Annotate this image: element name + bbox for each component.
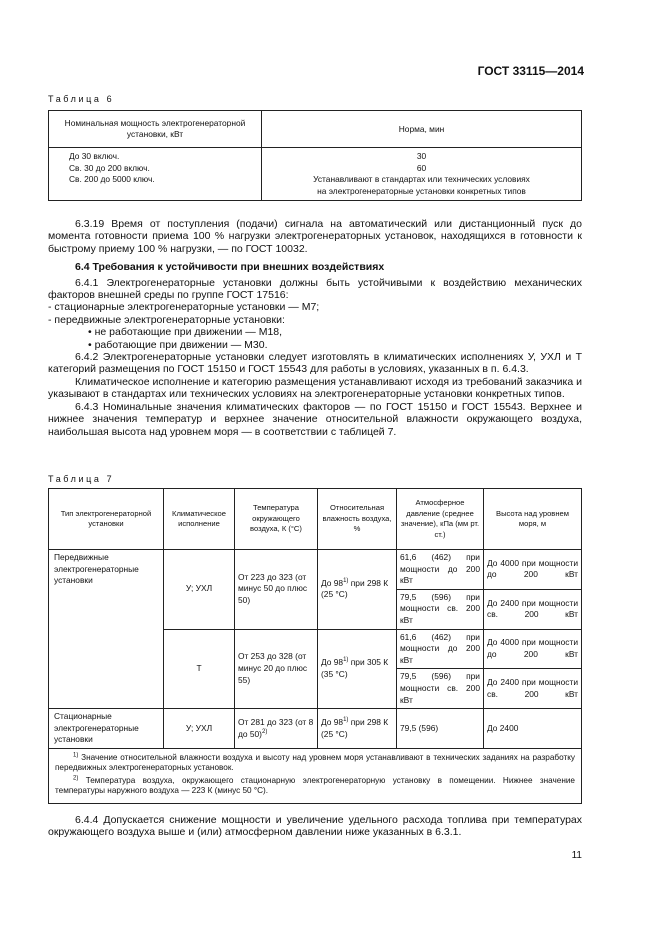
table7-col-pressure: Атмосферное давление (среднее значение), кПа (мм рт. ст.) [397,489,484,550]
table6 [48,110,582,201]
document-code: ГОСТ 33115—2014 [477,64,584,78]
table7-col-temp: Температура окружающего воздуха, К (°С) [235,489,318,550]
table7-climate-u: У; УХЛ [164,550,235,630]
table7-altitude-5: До 2400 [484,709,582,749]
body-text-block-2 [48,814,582,839]
table6-norm-cell [262,148,582,201]
table7-type-stationary: Стационарные электрогенераторные установки [49,709,164,749]
table6-norm-2: 60 [416,162,427,173]
section-title-6-4: 6.4 Требования к устойчивости при внешних воздействиях [75,261,385,274]
table7-pressure-1: 61,6 (462) при мощности до 200 кВт [397,550,484,590]
table7-type-mobile: Передвижные электрогенераторные установки [49,550,164,709]
table7-col-type: Тип электрогенераторной установки [49,489,164,550]
table6-power-3: Св. 200 до 5000 ключ. [69,174,155,184]
footnote-mark: 2) [73,774,79,781]
humidity-value: До 98 [321,657,344,668]
table-row [49,709,582,749]
paragraph-6-3-19: 6.3.19 Время от поступления (подачи) сигнала на автоматический или дистанционный пуск до момента готовности приема 100 % нагрузки электрогенераторных установок, находящихся в готовности к быстрому приему 100 % нагрузки, — по ГОСТ 10032. [48,218,582,255]
table7-altitude-2: До 2400 при мощности св. 200 кВт [484,589,582,629]
footnote-text: Значение относительной влажности воздуха и высоту над уровнем моря устанавливают в технических заданиях на разработку передвижных электрогенераторных установок. [55,752,575,773]
table6-norm-3: Устанавливают в стандартах или технических условиях на электрогенераторные установки конкретных типов [313,174,530,196]
footnote-mark: 1) [73,752,79,759]
footnote-ref: 1) [343,717,349,724]
footnote-ref: 2) [261,728,268,735]
table7-climate-t: Т [164,629,235,709]
table7 [48,488,582,804]
table7-altitude-3: До 4000 при мощности до 200 кВт [484,629,582,669]
table-row [49,148,582,201]
humidity-condition: при 298 К (25 °С) [321,716,389,739]
table6-col-power: Номинальная мощность электрогенераторной установки, кВт [49,111,262,148]
table7-col-altitude: Высота над уровнем моря, м [484,489,582,550]
table7-temp-u: От 223 до 323 (от минус 50 до плюс 50) [235,550,318,630]
table6-power-2: Св. 30 до 200 включ. [69,162,150,173]
humidity-condition: при 305 К (35 °С) [321,657,389,679]
table6-label: Таблица 6 [48,94,115,104]
page-number: 11 [571,850,582,861]
table6-norm-1: 30 [416,151,427,161]
list-item: - передвижные электрогенераторные установки: [48,313,285,326]
table7-humidity-t [318,629,397,709]
table7-col-humidity: Относительная влажность воздуха, % [318,489,397,550]
footnote-text: Температура воздуха, окружающего стационарную электрогенераторную установку в помещении. Нижнее значение температуры наружного воздуха — 223 К (минус 50 °С). [55,775,575,796]
table7-pressure-2: 79,5 (596) при мощности св. 200 кВт [397,589,484,629]
table7-pressure-3: 61,6 (462) при мощности до 200 кВт [397,629,484,669]
list-item: • не работающие при движении — М18, [88,326,283,339]
table7-header-row [49,489,582,550]
paragraph-6-4-1: 6.4.1 Электрогенераторные установки должны быть устойчивыми к воздействию механических факторов внешней среды по группе ГОСТ 17516: [48,276,582,302]
table-row [49,550,582,590]
body-text-block-1 [48,218,582,438]
footnote-1 [55,753,575,774]
table6-header-row [49,111,582,148]
footnote-2 [55,776,575,797]
paragraph-6-4-2-b: Климатическое исполнение и категорию размещения устанавливают исходя из требований заказчика и указывают в стандартах или технических условиях на электрогенераторные установки конкретных типов. [48,375,582,401]
table7-footnotes [49,748,582,803]
footnote-ref: 1) [343,657,349,664]
table6-power-cell [49,148,262,201]
humidity-value: До 98 [321,577,344,588]
table6-col-norm: Норма, мин [262,111,582,148]
paragraph-6-4-4: 6.4.4 Допускается снижение мощности и увеличение удельного расхода топлива при температурах окружающего воздуха выше и (или) атмосферном давлении ниже указанных в 6.3.1. [48,814,582,839]
footnote-ref: 1) [343,577,349,584]
temperature-value: От 281 до 323 (от 8 до 50) [238,716,314,739]
table7-pressure-4: 79,5 (596) при мощности св. 200 кВт [397,669,484,709]
table7-humidity-u [318,550,397,630]
paragraph-6-4-2: 6.4.2 Электрогенераторные установки следует изготовлять в климатических исполнениях У, УХЛ и Т категорий размещения по ГОСТ 15150 и ГОСТ 15543 для работы в условиях, указанных в п. 6.4.3. [48,351,582,376]
table7-temp-t: От 253 до 328 (от минус 20 до плюс 55) [235,629,318,709]
table7-temp-s [235,709,318,749]
humidity-value: До 98 [321,716,344,727]
table6-power-1: До 30 включ. [69,151,120,161]
table7-climate-s: У; УХЛ [164,709,235,749]
paragraph-6-4-3: 6.4.3 Номинальные значения климатических факторов — по ГОСТ 15150 и ГОСТ 15543. Верхнее и нижнее значения температур и верхнее значение относительной влажности окружающего воздуха, наибольшая высота над уровнем моря — в соответствии с таблицей 7. [48,400,582,438]
table7-altitude-1: До 4000 при мощности до 200 кВт [484,550,582,590]
table7-humidity-s [318,709,397,749]
list-item: • работающие при движении — М30. [88,338,268,351]
table7-footnotes-row [49,748,582,803]
table7-pressure-5: 79,5 (596) [397,709,484,749]
table7-col-climate: Климатическое исполнение [164,489,235,550]
table7-label: Таблица 7 [48,474,115,484]
humidity-condition: при 298 К (25 °С) [321,577,389,600]
table7-altitude-4: До 2400 при мощности св. 200 кВт [484,669,582,709]
list-item: - стационарные электрогенераторные установки — М7; [48,301,320,314]
